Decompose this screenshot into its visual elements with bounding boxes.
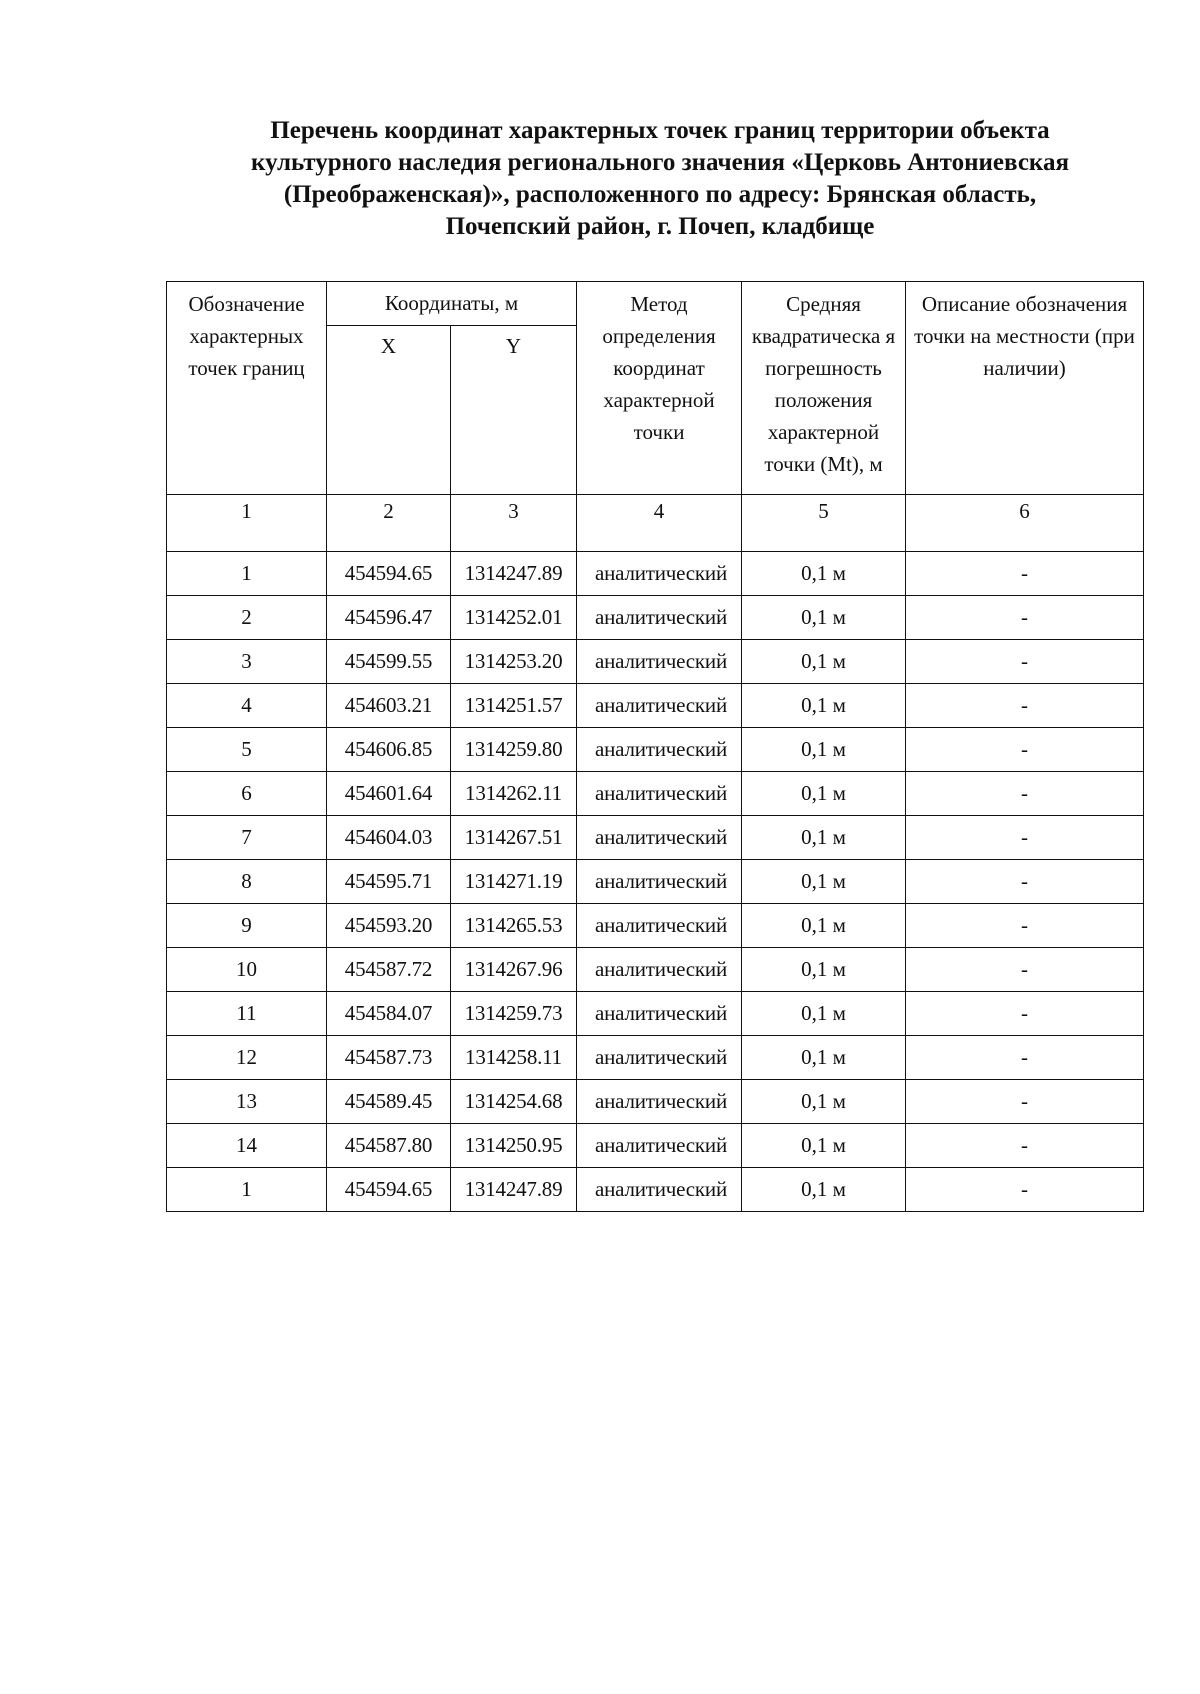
title-line: (Преображенская)», расположенного по адресу: Брянская область,: [283, 181, 1037, 208]
header-method: Метод определения координат характерной точки: [577, 282, 742, 495]
cell-description: -: [906, 992, 1144, 1036]
table-row: [167, 684, 1144, 728]
cell-point: 2: [167, 596, 327, 640]
cell-y: 1314259.80: [451, 728, 577, 772]
cell-y: 1314258.11: [451, 1036, 577, 1080]
cell-x: 454596.47: [327, 596, 451, 640]
cell-x: 454599.55: [327, 640, 451, 684]
table-row: [167, 816, 1144, 860]
cell-y: 1314267.51: [451, 816, 577, 860]
cell-y: 1314265.53: [451, 904, 577, 948]
title-line: Перечень координат характерных точек границ территории объекта: [270, 117, 1050, 144]
cell-method: аналитический: [577, 1080, 742, 1124]
cell-y: 1314259.73: [451, 992, 577, 1036]
table-row: [167, 1124, 1144, 1168]
cell-y: 1314253.20: [451, 640, 577, 684]
cell-x: 454603.21: [327, 684, 451, 728]
cell-x: 454594.65: [327, 552, 451, 596]
cell-method: аналитический: [577, 1168, 742, 1212]
coordinates-table: [166, 281, 1144, 1212]
cell-error: 0,1 м: [742, 1168, 906, 1212]
cell-point: 3: [167, 640, 327, 684]
cell-description: -: [906, 596, 1144, 640]
cell-description: -: [906, 816, 1144, 860]
cell-y: 1314251.57: [451, 684, 577, 728]
cell-y: 1314250.95: [451, 1124, 577, 1168]
cell-method: аналитический: [577, 948, 742, 992]
cell-point: 5: [167, 728, 327, 772]
table-row: [167, 772, 1144, 816]
cell-error: 0,1 м: [742, 904, 906, 948]
table-row: [167, 728, 1144, 772]
cell-y: 1314247.89: [451, 552, 577, 596]
cell-y: 1314254.68: [451, 1080, 577, 1124]
cell-error: 0,1 м: [742, 552, 906, 596]
cell-point: 7: [167, 816, 327, 860]
table-row: [167, 1168, 1144, 1212]
cell-method: аналитический: [577, 1124, 742, 1168]
cell-error: 0,1 м: [742, 772, 906, 816]
cell-point: 14: [167, 1124, 327, 1168]
cell-error: 0,1 м: [742, 1124, 906, 1168]
cell-x: 454594.65: [327, 1168, 451, 1212]
cell-x: 454587.80: [327, 1124, 451, 1168]
cell-error: 0,1 м: [742, 684, 906, 728]
cell-x: 454589.45: [327, 1080, 451, 1124]
cell-point: 1: [167, 1168, 327, 1212]
cell-point: 13: [167, 1080, 327, 1124]
cell-method: аналитический: [577, 816, 742, 860]
cell-point: 11: [167, 992, 327, 1036]
cell-description: -: [906, 1036, 1144, 1080]
header-error: Средняя квадратическа я погрешность положения характерной точки (Mt), м: [742, 282, 906, 495]
cell-point: 9: [167, 904, 327, 948]
table-row: [167, 1036, 1144, 1080]
cell-x: 454593.20: [327, 904, 451, 948]
cell-error: 0,1 м: [742, 596, 906, 640]
cell-description: -: [906, 948, 1144, 992]
cell-description: -: [906, 640, 1144, 684]
cell-method: аналитический: [577, 684, 742, 728]
title-line: Почепский район, г. Почеп, кладбище: [445, 213, 875, 240]
column-number: 5: [742, 495, 906, 552]
cell-error: 0,1 м: [742, 728, 906, 772]
document-title: [160, 115, 1160, 243]
cell-error: 0,1 м: [742, 640, 906, 684]
cell-description: -: [906, 1124, 1144, 1168]
cell-method: аналитический: [577, 596, 742, 640]
cell-description: -: [906, 552, 1144, 596]
cell-point: 1: [167, 552, 327, 596]
cell-x: 454584.07: [327, 992, 451, 1036]
cell-method: аналитический: [577, 552, 742, 596]
cell-method: аналитический: [577, 860, 742, 904]
table-row: [167, 552, 1144, 596]
cell-description: -: [906, 1080, 1144, 1124]
table-row: [167, 860, 1144, 904]
cell-method: аналитический: [577, 772, 742, 816]
cell-description: -: [906, 728, 1144, 772]
column-number: 2: [327, 495, 451, 552]
cell-error: 0,1 м: [742, 948, 906, 992]
cell-x: 454604.03: [327, 816, 451, 860]
cell-description: -: [906, 904, 1144, 948]
cell-y: 1314252.01: [451, 596, 577, 640]
cell-method: аналитический: [577, 904, 742, 948]
column-number: 6: [906, 495, 1144, 552]
table-row: [167, 640, 1144, 684]
cell-x: 454606.85: [327, 728, 451, 772]
header-description: Описание обозначения точки на местности (при наличии): [906, 282, 1144, 495]
header-coordinates: Координаты, м: [327, 282, 577, 326]
header-x: X: [327, 326, 451, 495]
cell-method: аналитический: [577, 640, 742, 684]
column-number: 4: [577, 495, 742, 552]
cell-x: 454595.71: [327, 860, 451, 904]
cell-description: -: [906, 684, 1144, 728]
cell-x: 454587.73: [327, 1036, 451, 1080]
table-row: [167, 904, 1144, 948]
table-row: [167, 596, 1144, 640]
header-point: Обозначение характерных точек границ: [167, 282, 327, 495]
cell-y: 1314262.11: [451, 772, 577, 816]
cell-description: -: [906, 772, 1144, 816]
cell-description: -: [906, 1168, 1144, 1212]
cell-method: аналитический: [577, 1036, 742, 1080]
cell-error: 0,1 м: [742, 1036, 906, 1080]
cell-point: 6: [167, 772, 327, 816]
cell-method: аналитический: [577, 992, 742, 1036]
column-number: 1: [167, 495, 327, 552]
cell-error: 0,1 м: [742, 992, 906, 1036]
table-row: [167, 1080, 1144, 1124]
table-row: [167, 948, 1144, 992]
cell-x: 454601.64: [327, 772, 451, 816]
cell-error: 0,1 м: [742, 1080, 906, 1124]
title-line: культурного наследия регионального значения «Церковь Антониевская: [251, 149, 1069, 176]
cell-error: 0,1 м: [742, 816, 906, 860]
cell-point: 4: [167, 684, 327, 728]
cell-y: 1314271.19: [451, 860, 577, 904]
cell-error: 0,1 м: [742, 860, 906, 904]
cell-point: 12: [167, 1036, 327, 1080]
table-row: [167, 992, 1144, 1036]
column-number: 3: [451, 495, 577, 552]
cell-point: 10: [167, 948, 327, 992]
cell-y: 1314267.96: [451, 948, 577, 992]
cell-description: -: [906, 860, 1144, 904]
cell-point: 8: [167, 860, 327, 904]
table-body: [167, 552, 1144, 1212]
column-number-row: [167, 495, 1144, 552]
header-y: Y: [451, 326, 577, 495]
cell-y: 1314247.89: [451, 1168, 577, 1212]
cell-method: аналитический: [577, 728, 742, 772]
cell-x: 454587.72: [327, 948, 451, 992]
